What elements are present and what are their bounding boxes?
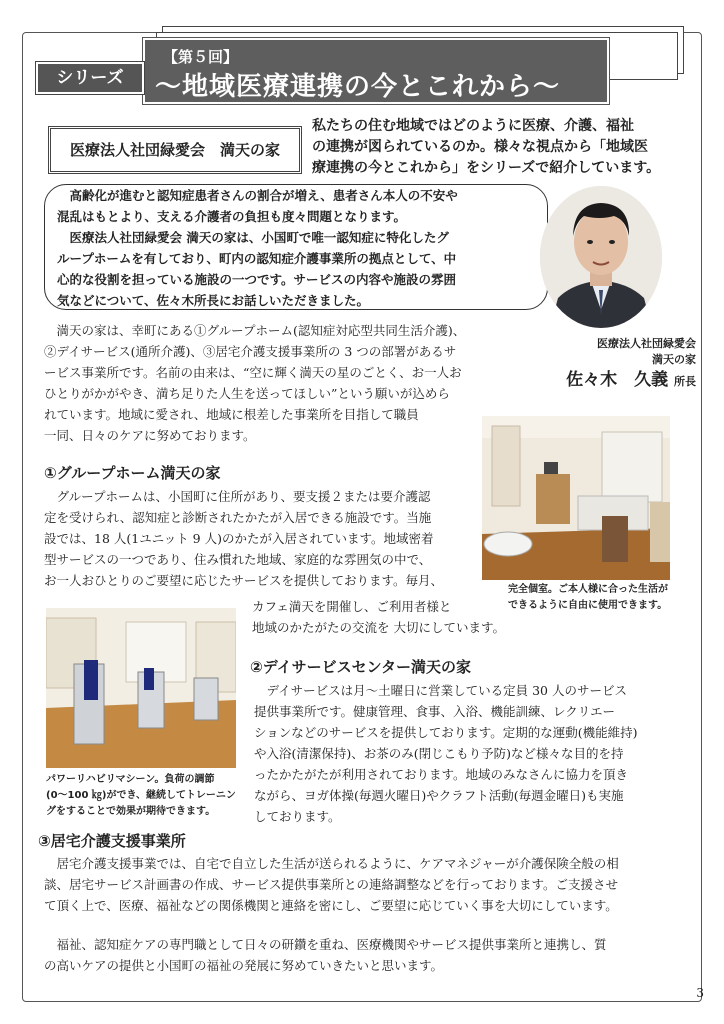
intro-box <box>44 184 548 310</box>
caption-facility: 満天の家 <box>652 353 696 366</box>
intro-line: 混乱はもとより、支える介護者の負担も度々問題となります。 <box>57 209 407 224</box>
caption-name-row <box>526 368 696 394</box>
section2-heading: ②デイサービスセンター満天の家 <box>250 658 472 676</box>
section1-line: お一人おひとりのご要望に応じたサービスを提供しております。毎月、 <box>44 573 444 588</box>
overview-line: れています。地域に愛され、地域に根差した事業所を目指して職員 <box>44 407 419 422</box>
overview-line: ービス事業所です。名前の由来は、“空に輝く満天の星のごとく、お一人お <box>44 365 462 380</box>
section1-line: カフェ満天を開催し、ご利用者様と <box>252 599 452 614</box>
machine-caption-line: グをすることで効果が期待できます。 <box>46 806 216 817</box>
section1-heading: ①グループホーム満天の家 <box>44 464 221 482</box>
section3-text <box>44 853 619 916</box>
intro-line: 心的な役割を担っている施設の一つです。サービスの内容や施設の雰囲 <box>57 272 457 287</box>
series-banner <box>143 38 609 104</box>
section2-line: デイサービスは月〜土曜日に営業している定員 30 人のサービス <box>254 683 627 698</box>
overview-line: 一同、日々のケアに努めております。 <box>44 428 256 443</box>
section2-line: や入浴(清潔保持)、お茶のみ(閉じこもり予防)など様々な目的を持 <box>254 746 624 761</box>
intro-line: 医療法人社団緑愛会 満天の家は、小国町で唯一認知症に特化したグ <box>57 230 449 245</box>
section2-line: ったかたがたが利用されております。地域のみなさんに協力を頂き <box>254 767 629 782</box>
private-room-photo <box>482 416 670 580</box>
series-title: 〜地域医療連携の今とこれから〜 <box>155 72 561 102</box>
org-name-box: 医療法人社団緑愛会 満天の家 <box>48 126 302 174</box>
machine-caption-line: パワーリハビリマシーン。負荷の調節 <box>46 774 215 785</box>
closing-line: 福祉、認知症ケアの専門職として日々の研鑽を重ね、医療機関やサービス提供事業所と連携し、質 <box>44 937 607 952</box>
machine-caption <box>46 772 236 820</box>
lead-line: 療連携の今とこれから」をシリーズで紹介しています。 <box>312 160 661 176</box>
intro-line: 高齢化が進むと認知症患者さんの割合が増え、患者さん本人の不安や <box>57 188 458 203</box>
overview-line: ひとりがかがやき、満ち足りた人生を送ってほしい”という願いが込めら <box>44 386 450 401</box>
section1-line: 型サービスの一つであり、住み慣れた地域、家庭的な雰囲気の中で、 <box>44 552 432 567</box>
lead-text <box>312 116 702 179</box>
section3-line: 居宅介護支援事業では、自宅で自立した生活が送られるように、ケアマネジャーが介護保険全般の相 <box>44 856 619 871</box>
director-role: 所長 <box>674 375 696 388</box>
closing-text <box>44 934 607 976</box>
section1-line: グループホームは、小国町に住所があり、要支援２または要介護認 <box>44 489 431 504</box>
intro-line: 気などについて、佐々木所長にお話しいただきました。 <box>57 293 370 308</box>
section2-text <box>254 680 638 827</box>
section3-line: 談、居宅サービス計画書の作成、サービス提供事業所との連絡調整などを行っております。ご支援させ <box>44 877 619 892</box>
lead-line: 私たちの住む地域ではどのように医療、介護、福祉 <box>312 118 634 134</box>
overview-text <box>44 320 465 446</box>
section1-line: 定を受けられ、認知症と診断されたかたが入居できる施設です。当施 <box>44 510 432 525</box>
series-tag: シリーズ <box>36 62 144 94</box>
room-caption <box>508 582 668 614</box>
section2-line: ションなどのサービスを提供しております。定期的な運動(機能維持) <box>254 725 638 740</box>
portrait-caption <box>526 336 696 394</box>
overview-line: 満天の家は、幸町にある①グループホーム(認知症対応型共同生活介護)、 <box>44 323 466 338</box>
caption-org: 医療法人社団緑愛会 <box>597 337 696 350</box>
section2-line: 提供事業所です。健康管理、食事、入浴、機能訓練、レクリエー <box>254 704 616 719</box>
machine-caption-line: (0〜100 ㎏)ができ、継続してトレーニン <box>46 790 236 801</box>
section1-line: 地域のかたがたの交流を 大切にしています。 <box>252 620 505 635</box>
director-portrait <box>540 186 662 328</box>
section2-line: ながら、ヨガ体操(毎週火曜日)やクラフト活動(毎週金曜日)も実施 <box>254 788 624 803</box>
room-caption-line: できるように自由に使用できます。 <box>508 600 668 611</box>
room-caption-line: 完全個室。ご本人様に合った生活が <box>508 584 668 595</box>
director-name: 佐々木 久義 <box>566 370 669 390</box>
section1-text <box>44 486 443 591</box>
overview-line: ②デイサービス(通所介護)、③居宅介護支援事業所の 3 つの部署があるサ <box>44 344 457 359</box>
episode-label: 【第５回】 <box>163 48 239 66</box>
lead-line: の連携が図られているのか。様々な視点から「地域医 <box>312 139 648 155</box>
page-number: 3 <box>696 986 704 1000</box>
closing-line: の高いケアの提供と小国町の福祉の発展に努めていきたいと思います。 <box>44 958 444 973</box>
section1-text-cont <box>252 596 505 638</box>
section2-line: しております。 <box>254 809 341 824</box>
section1-line: 設では、18 人(1ユニット 9 人)のかたが入居されています。地域密着 <box>44 531 434 546</box>
intro-line: ループホームを有しており、町内の認知症介護事業所の拠点として、中 <box>57 251 457 266</box>
rehab-machine-photo <box>46 608 236 768</box>
section3-line: て頂く上で、医療、福祉などの関係機関と連絡を密にし、ご要望に応じていく事を大切にしています。 <box>44 898 618 913</box>
section3-heading: ③居宅介護支援事業所 <box>38 832 186 850</box>
